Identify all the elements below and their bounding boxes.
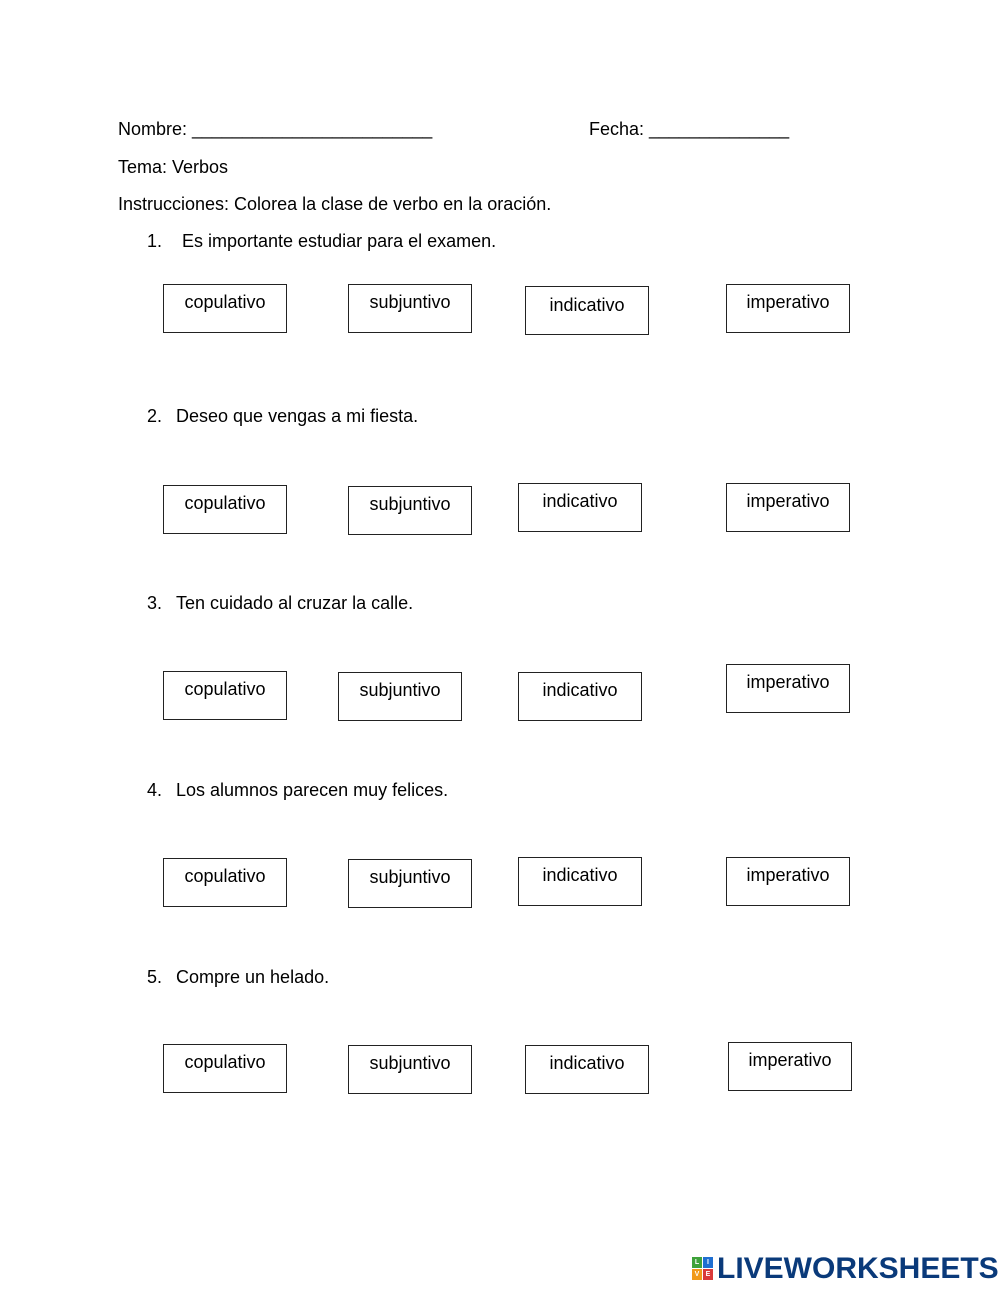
question-text: Deseo que vengas a mi fiesta. bbox=[176, 406, 419, 426]
liveworksheets-logo-icon: L I V E bbox=[692, 1257, 714, 1281]
question-number: 5. bbox=[147, 967, 163, 987]
option-copulativo[interactable]: copulativo bbox=[163, 1044, 287, 1093]
option-indicativo[interactable]: indicativo bbox=[525, 1045, 649, 1094]
question-text: Ten cuidado al cruzar la calle. bbox=[176, 593, 414, 613]
topic-heading: Tema: Verbos bbox=[118, 157, 229, 177]
option-indicativo[interactable]: indicativo bbox=[518, 672, 642, 721]
option-copulativo[interactable]: copulativo bbox=[163, 671, 287, 720]
option-indicativo[interactable]: indicativo bbox=[518, 483, 642, 532]
option-subjuntivo[interactable]: subjuntivo bbox=[348, 486, 472, 535]
option-imperativo[interactable]: imperativo bbox=[726, 483, 850, 532]
instructions-text: Instrucciones: Colorea la clase de verbo en la oración. bbox=[118, 194, 552, 214]
option-copulativo[interactable]: copulativo bbox=[163, 485, 287, 534]
question-number: 2. bbox=[147, 406, 163, 426]
option-copulativo[interactable]: copulativo bbox=[163, 284, 287, 333]
option-copulativo[interactable]: copulativo bbox=[163, 858, 287, 907]
option-subjuntivo[interactable]: subjuntivo bbox=[348, 1045, 472, 1094]
option-subjuntivo[interactable]: subjuntivo bbox=[348, 284, 472, 333]
option-subjuntivo[interactable]: subjuntivo bbox=[338, 672, 462, 721]
option-imperativo[interactable]: imperativo bbox=[726, 284, 850, 333]
question-text: Compre un helado. bbox=[176, 967, 330, 987]
liveworksheets-logo bbox=[692, 1252, 999, 1285]
question-number: 4. bbox=[147, 780, 163, 800]
option-imperativo[interactable]: imperativo bbox=[728, 1042, 852, 1091]
liveworksheets-logo-text: LIVEWORKSHEETS bbox=[717, 1252, 999, 1285]
question-text: Es importante estudiar para el examen. bbox=[182, 231, 497, 251]
date-field-label[interactable]: Fecha: ______________ bbox=[589, 119, 790, 139]
question-text: Los alumnos parecen muy felices. bbox=[176, 780, 449, 800]
option-indicativo[interactable]: indicativo bbox=[525, 286, 649, 335]
question-number: 3. bbox=[147, 593, 163, 613]
option-imperativo[interactable]: imperativo bbox=[726, 664, 850, 713]
option-indicativo[interactable]: indicativo bbox=[518, 857, 642, 906]
option-subjuntivo[interactable]: subjuntivo bbox=[348, 859, 472, 908]
name-field-label[interactable]: Nombre: ________________________ bbox=[118, 119, 433, 139]
option-imperativo[interactable]: imperativo bbox=[726, 857, 850, 906]
question-number: 1. bbox=[147, 231, 163, 251]
